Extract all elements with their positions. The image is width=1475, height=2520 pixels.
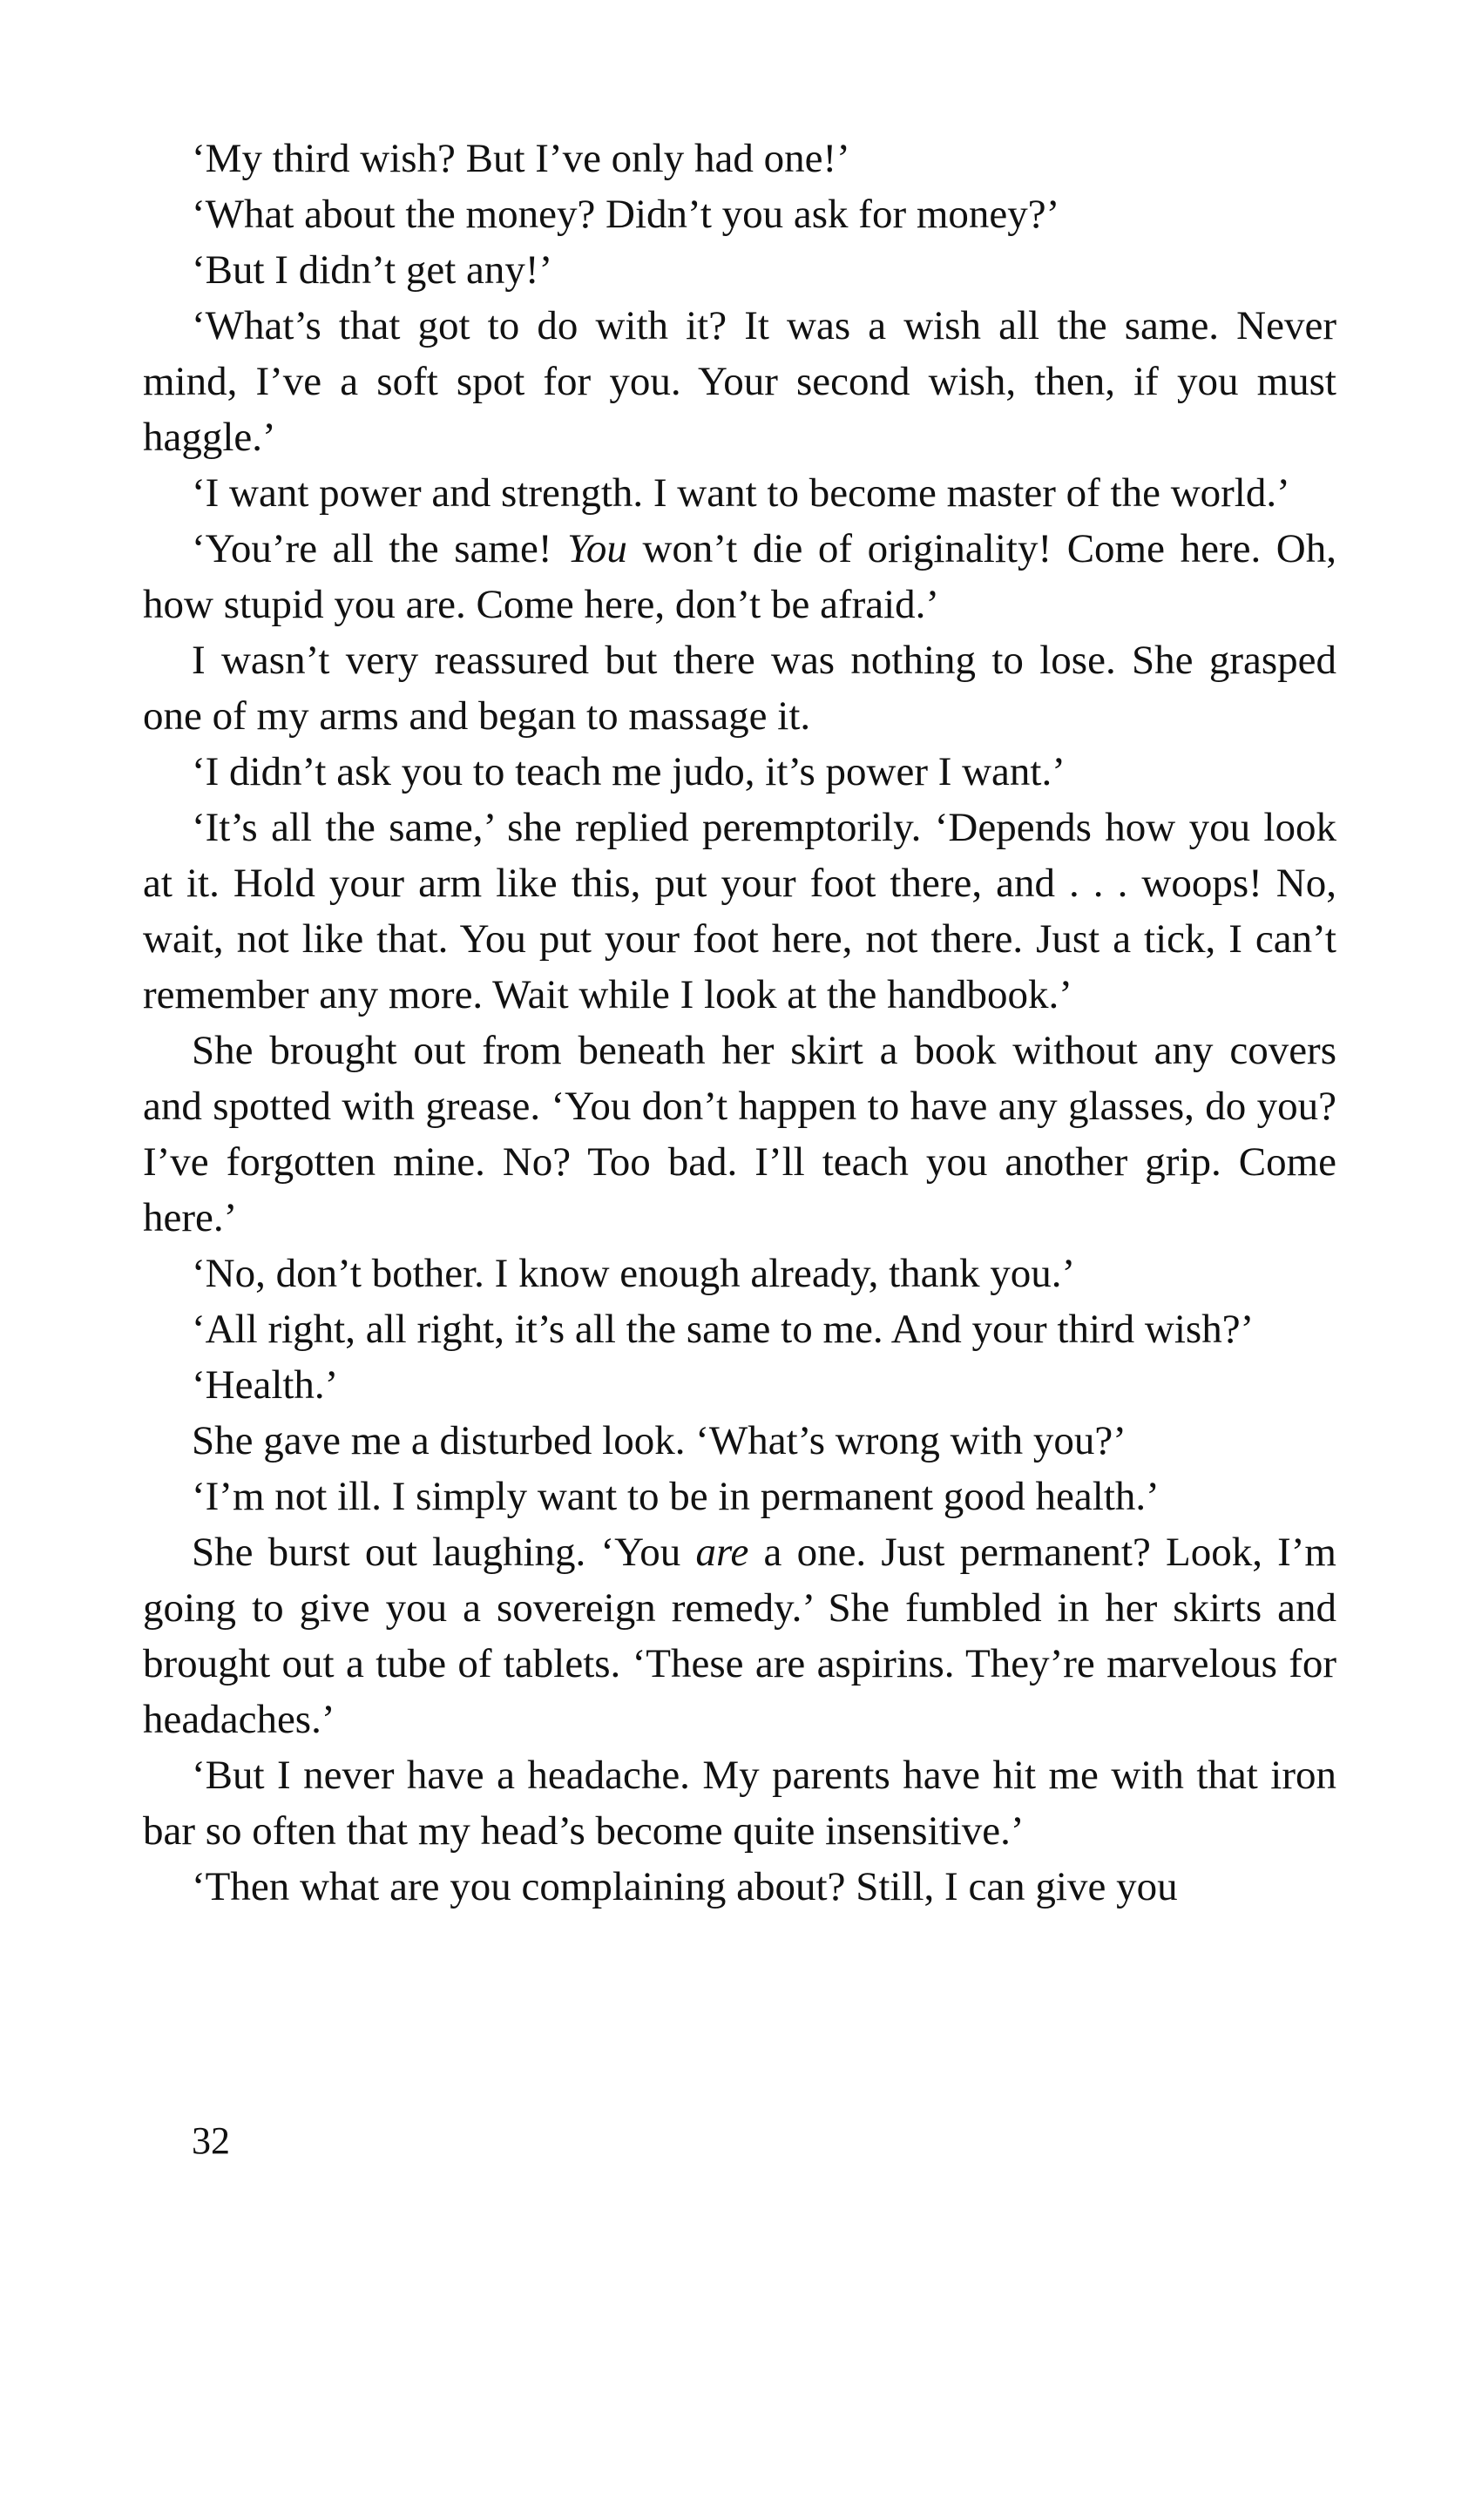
paragraph-6-end: won’t die of originality! Come here. Oh, how stupid you are. Come here, don’t be afraid.’ [143, 526, 1336, 627]
paragraph-6 [143, 521, 1336, 632]
page-number: 32 [192, 2119, 230, 2162]
paragraph-5: ‘I want power and strength. I want to become master of the world.’ [192, 470, 1290, 516]
paragraph-9: ‘It’s all the same,’ she replied peremptorily. ‘Depends how you look at it. Hold your arm like this, put your foot there, and . . . woops! No, wait, not like that. You put your foot here, not there. Just a tick, I can’t remember any more. Wait while I look at the handbook.’ [143, 805, 1336, 1017]
paragraph-8: ‘I didn’t ask you to teach me judo, it’s power I want.’ [192, 749, 1066, 794]
emphasis-you: You [567, 526, 627, 571]
paragraph-1: ‘My third wish? But I’ve only had one!’ [192, 136, 850, 181]
paragraph-16-end: a one. Just permanent? Look, I’m going to give you a sovereign remedy.’ She fumbled in her skirts and brought out a tube of tablets. ‘These are aspirins. They’re marvelous for headaches.’ [143, 1530, 1336, 1742]
paragraph-10: She brought out from beneath her skirt a book without any covers and spotted with grease. ‘You don’t happen to have any glasses, do you? I’ve forgotten mine. No? Too bad. I’ll teach you another grip. Come here.’ [143, 1028, 1336, 1240]
paragraph-4: ‘What’s that got to do with it? It was a wish all the same. Never mind, I’ve a soft spot for you. Your second wish, then, if you must haggle.’ [143, 303, 1336, 460]
emphasis-are: are [695, 1530, 749, 1575]
paragraph-16 [143, 1524, 1336, 1747]
paragraph-3: ‘But I didn’t get any!’ [192, 247, 553, 293]
paragraph-2: ‘What about the money? Didn’t you ask for money?’ [192, 192, 1060, 237]
paragraph-13: ‘Health.’ [192, 1362, 339, 1408]
paragraph-17: ‘But I never have a headache. My parents have hit me with that iron bar so often that my head’s become quite insensitive.’ [143, 1753, 1336, 1854]
paragraph-12: ‘All right, all right, it’s all the same to me. And your third wish?’ [192, 1307, 1255, 1352]
paragraph-18: ‘Then what are you complaining about? Still, I can give you [192, 1864, 1178, 1909]
paragraph-15: ‘I’m not ill. I simply want to be in permanent good health.’ [192, 1474, 1160, 1519]
paragraph-7: I wasn’t very reassured but there was nothing to lose. She grasped one of my arms and began to massage it. [143, 638, 1336, 739]
paragraph-11: ‘No, don’t bother. I know enough already, thank you.’ [192, 1251, 1076, 1296]
paragraph-14: She gave me a disturbed look. ‘What’s wrong with you?’ [192, 1418, 1127, 1463]
body-text [143, 131, 1336, 1915]
paragraph-6-start: ‘You’re all the same! [192, 526, 568, 571]
paragraph-16-start: She burst out laughing. ‘You [192, 1530, 696, 1575]
